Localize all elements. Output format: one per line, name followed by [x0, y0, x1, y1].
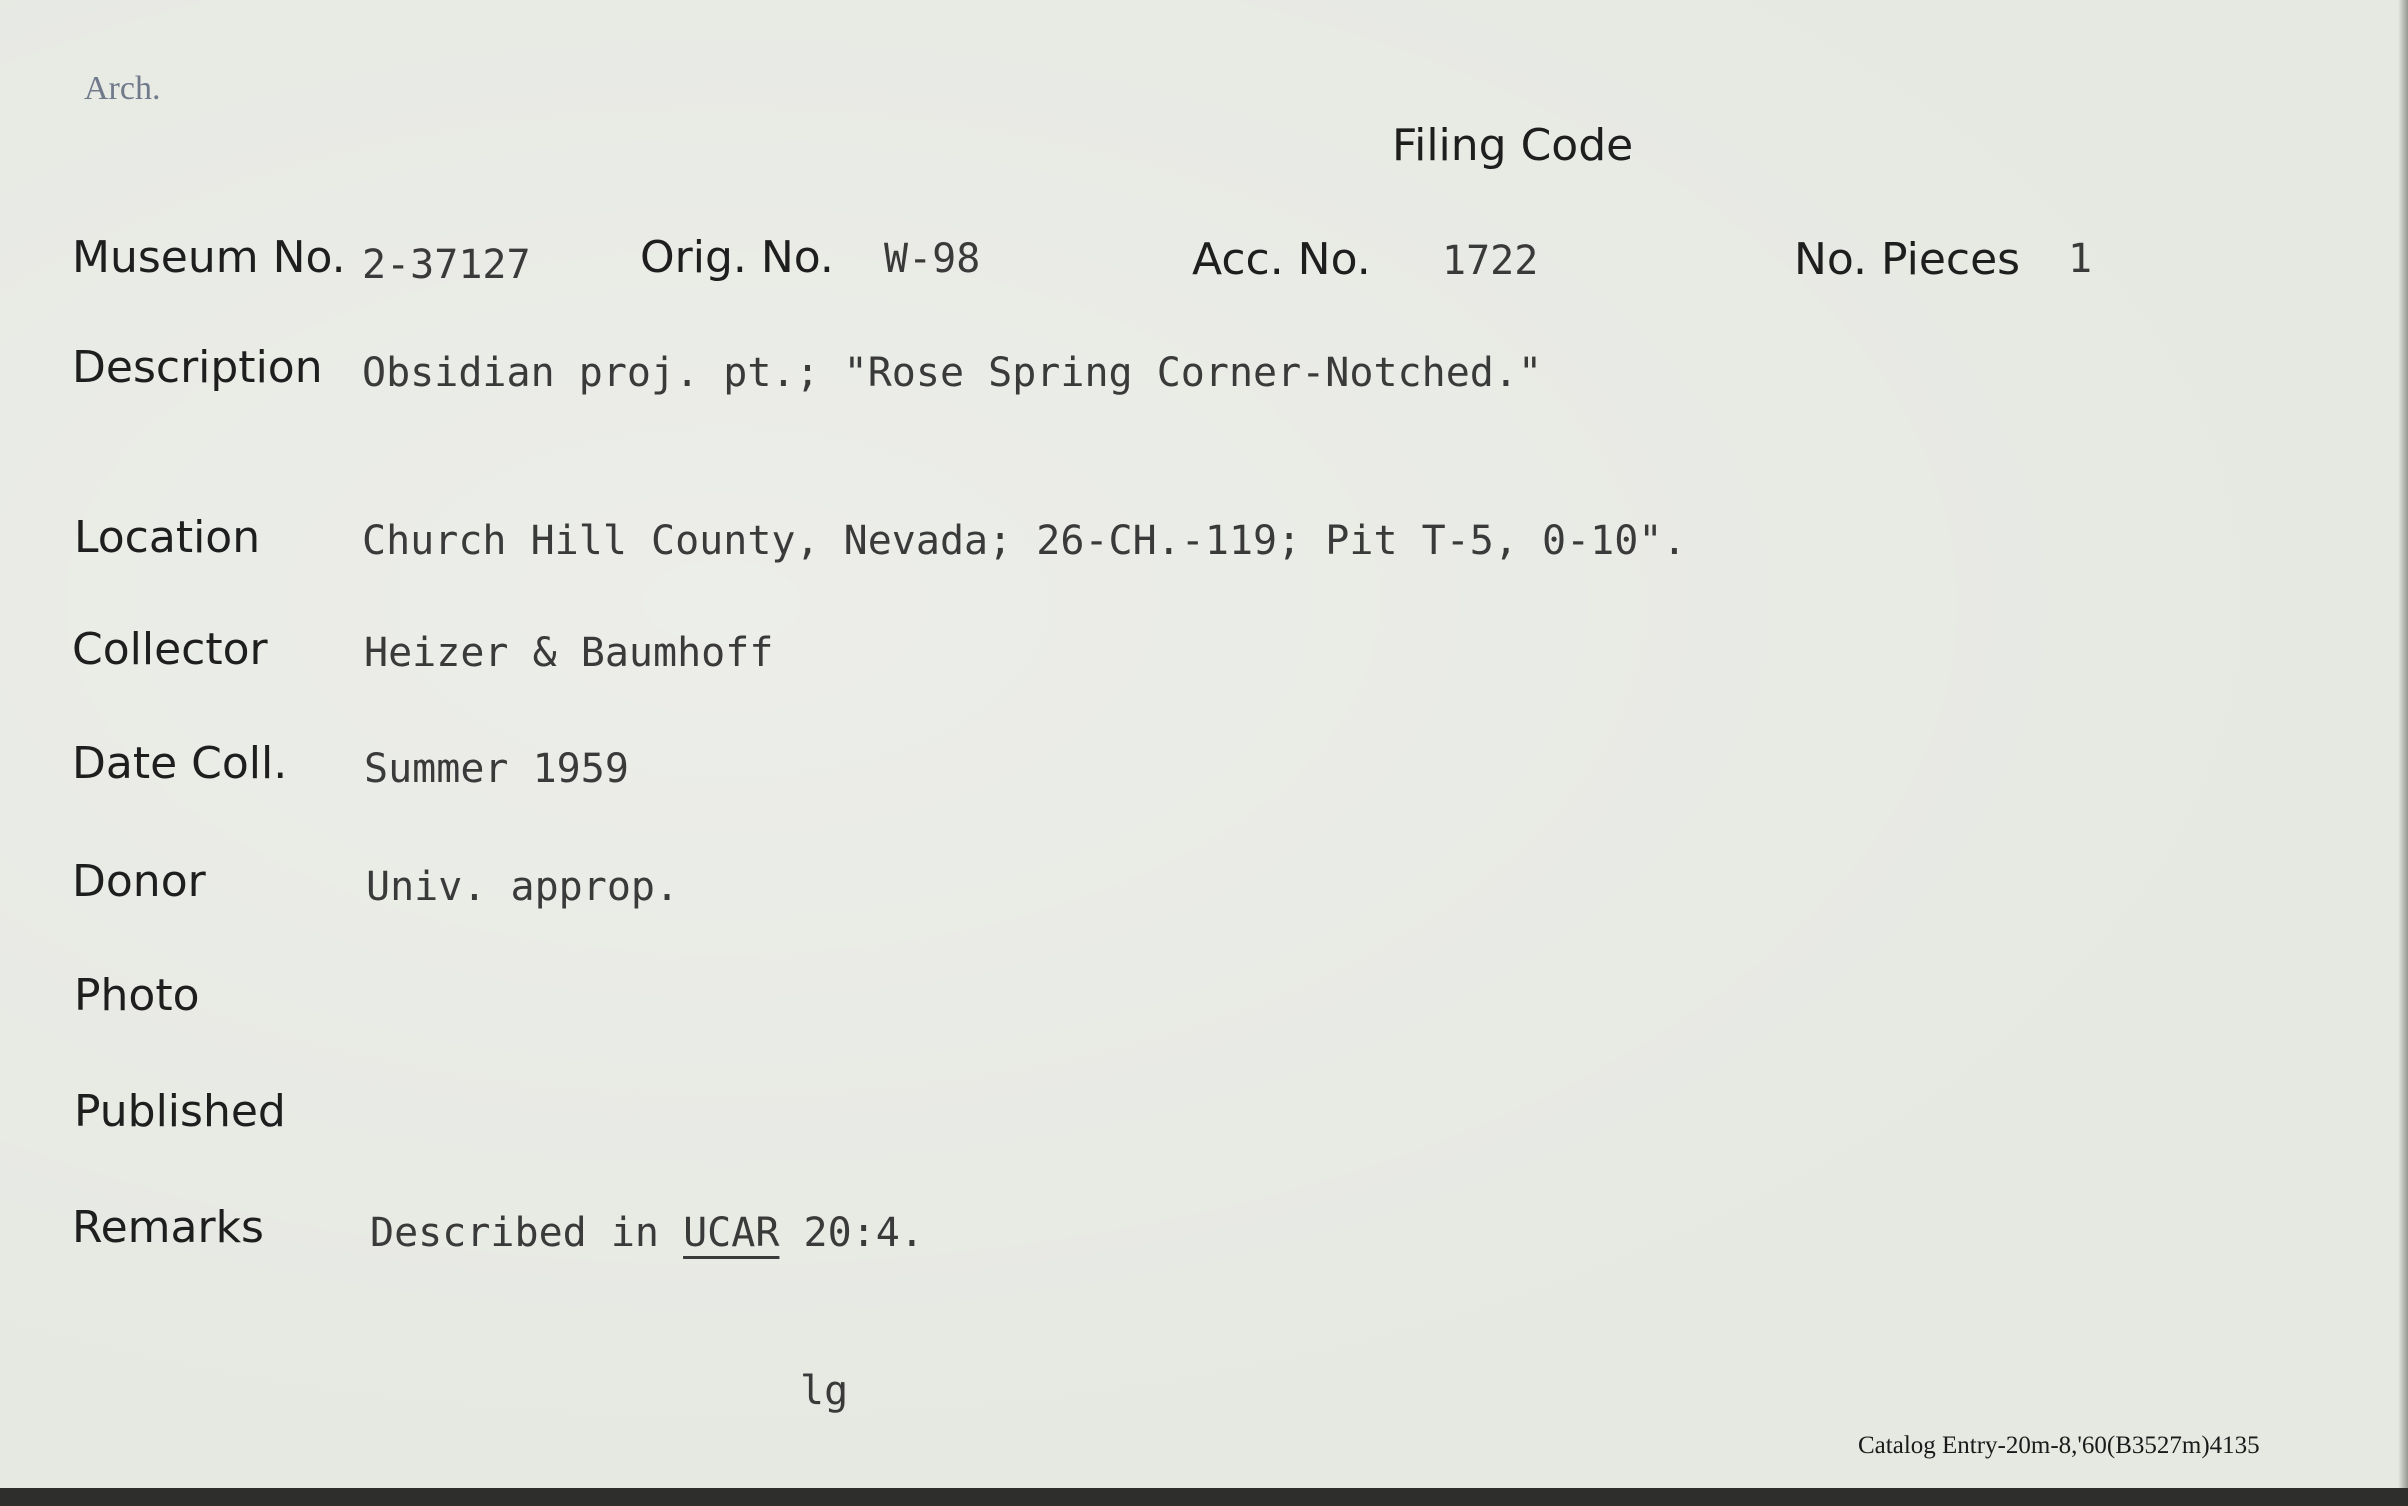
- orig-no-label: Orig. No.: [640, 232, 834, 283]
- museum-no-label: Museum No.: [72, 232, 346, 283]
- remarks-label: Remarks: [72, 1202, 264, 1253]
- date-coll-label: Date Coll.: [72, 738, 288, 789]
- orig-no-value: W-98: [884, 236, 981, 282]
- corner-mark: Arch.: [84, 70, 161, 107]
- acc-no-label: Acc. No.: [1192, 234, 1371, 285]
- remarks-suffix: 20:4.: [803, 1210, 924, 1256]
- collector-value: Heizer & Baumhoff: [364, 630, 774, 676]
- card-bottom-edge: [0, 1488, 2408, 1506]
- collector-label: Collector: [72, 624, 268, 675]
- donor-label: Donor: [72, 856, 206, 907]
- date-coll-value: Summer 1959: [364, 746, 629, 792]
- no-pieces-value: 1: [2068, 236, 2093, 282]
- page-note: lg: [800, 1368, 849, 1414]
- card-edge-shadow: [2398, 0, 2408, 1506]
- remarks-value: [370, 1210, 924, 1256]
- museum-no-value: 2-37127: [362, 242, 531, 288]
- location-label: Location: [74, 512, 261, 563]
- description-value: Obsidian proj. pt.; "Rose Spring Corner-Notched.": [362, 350, 1543, 396]
- filing-code-label: Filing Code: [1392, 120, 1634, 171]
- photo-label: Photo: [74, 970, 200, 1021]
- acc-no-value: 1722: [1442, 238, 1539, 284]
- location-value: Church Hill County, Nevada; 26-CH.-119; Pit T-5, 0-10".: [362, 518, 1687, 564]
- donor-value: Univ. approp.: [366, 864, 680, 910]
- published-label: Published: [74, 1086, 286, 1137]
- remarks-prefix: Described in: [370, 1210, 659, 1256]
- catalog-footer: Catalog Entry-20m-8,'60(B3527m)4135: [1858, 1432, 2260, 1459]
- remarks-publication: UCAR: [683, 1210, 780, 1256]
- no-pieces-label: No. Pieces: [1794, 234, 2021, 285]
- description-label: Description: [72, 342, 323, 393]
